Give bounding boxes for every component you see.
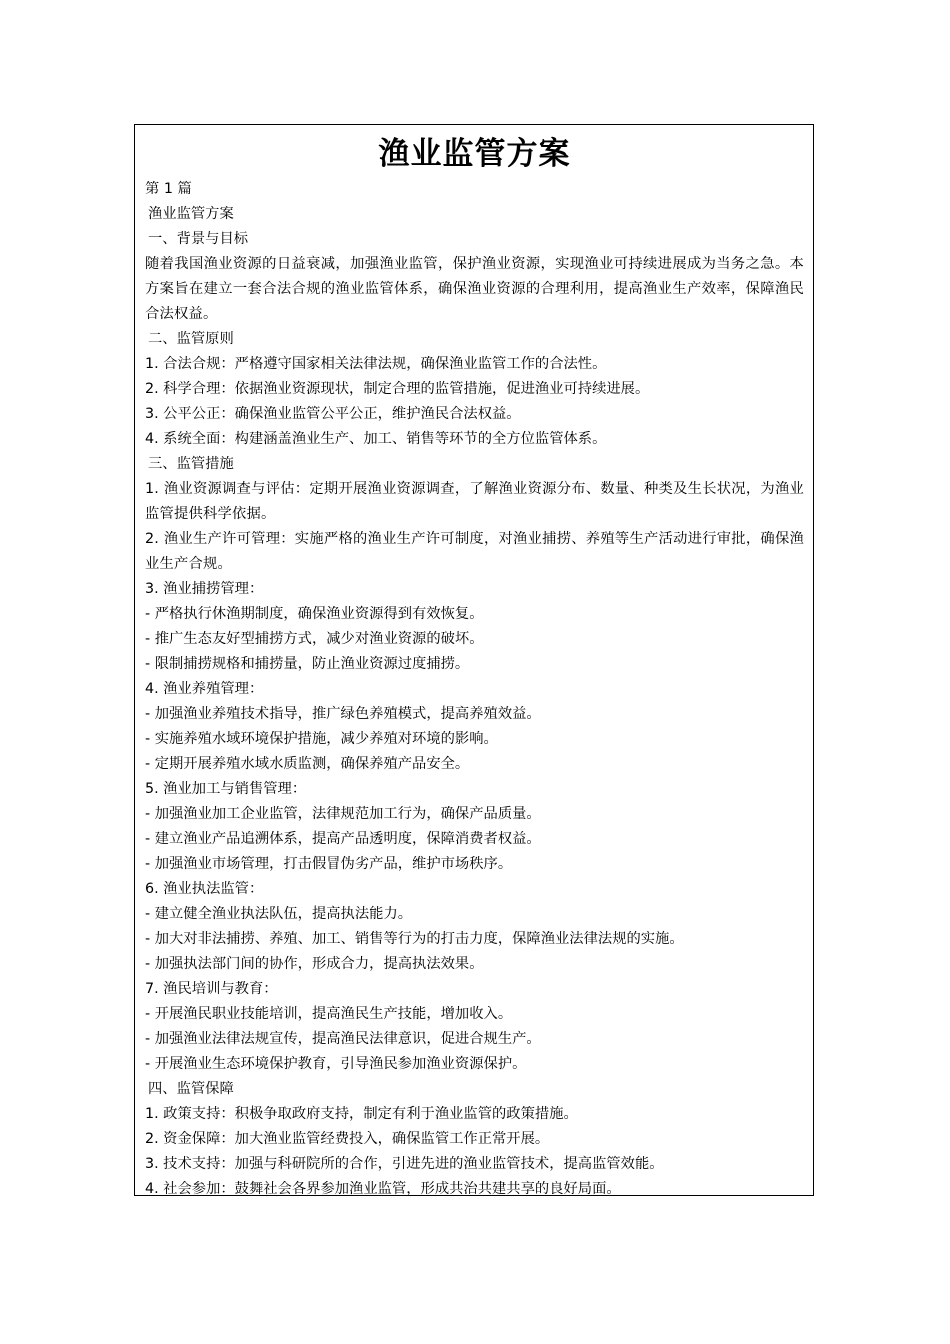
document-frame (134, 124, 814, 1196)
document-line: - 加强渔业市场管理，打击假冒伪劣产品，维护市场秩序。 (145, 856, 513, 872)
document-line: 第 1 篇 (145, 181, 192, 197)
document-line: 2. 资金保障：加大渔业监管经费投入，确保监管工作正常开展。 (145, 1131, 550, 1147)
document-line: 3. 公平公正：确保渔业监管公平公正，维护渔民合法权益。 (145, 406, 521, 422)
document-line: - 实施养殖水域环境保护措施，减少养殖对环境的影响。 (145, 731, 498, 747)
document-line: 7. 渔民培训与教育： (145, 981, 278, 997)
document-line: - 加大对非法捕捞、养殖、加工、销售等行为的打击力度，保障渔业法律法规的实施。 (145, 931, 684, 947)
document-line: 4. 社会参加：鼓舞社会各界参加渔业监管，形成共治共建共享的良好局面。 (145, 1181, 621, 1197)
document-line: 1. 合法合规：严格遵守国家相关法律法规，确保渔业监管工作的合法性。 (145, 356, 607, 372)
document-line: - 限制捕捞规格和捕捞量，防止渔业资源过度捕捞。 (145, 656, 470, 672)
document-line: 6. 渔业执法监管： (145, 881, 264, 897)
document-line: 3. 渔业捕捞管理： (145, 581, 264, 597)
document-title: 渔业监管方案 (378, 136, 571, 172)
document-line: - 开展渔业生态环境保护教育，引导渔民参加渔业资源保护。 (145, 1056, 527, 1072)
document-line: - 加强执法部门间的协作，形成合力，提高执法效果。 (145, 956, 484, 972)
document-line: 5. 渔业加工与销售管理： (145, 781, 307, 797)
document-line: 一、背景与目标 (148, 231, 249, 247)
document-line: - 严格执行休渔期制度，确保渔业资源得到有效恢复。 (145, 606, 484, 622)
document-line: - 推广生态友好型捕捞方式，减少对渔业资源的破坏。 (145, 631, 484, 647)
document-line: 4. 系统全面：构建涵盖渔业生产、加工、销售等环节的全方位监管体系。 (145, 431, 607, 447)
document-paragraph: 1. 渔业资源调查与评估：定期开展渔业资源调查，了解渔业资源分布、数量、种类及生长状况，为渔业监管提供科学依据。 (145, 481, 804, 522)
document-line: 二、监管原则 (148, 331, 234, 347)
document-line: - 加强渔业法律法规宣传，提高渔民法律意识，促进合规生产。 (145, 1031, 541, 1047)
document-line: 4. 渔业养殖管理： (145, 681, 264, 697)
document-paragraph: 2. 渔业生产许可管理：实施严格的渔业生产许可制度，对渔业捕捞、养殖等生产活动进行审批，确保渔业生产合规。 (145, 531, 804, 572)
document-line: - 加强渔业加工企业监管，法律规范加工行为，确保产品质量。 (145, 806, 541, 822)
document-line: 3. 技术支持：加强与科研院所的合作，引进先进的渔业监管技术，提高监管效能。 (145, 1156, 664, 1172)
document-line: 渔业监管方案 (148, 206, 234, 222)
document-line: 1. 政策支持：积极争取政府支持，制定有利于渔业监管的政策措施。 (145, 1106, 578, 1122)
document-line: 三、监管措施 (148, 456, 234, 472)
document-line: 2. 科学合理：依据渔业资源现状，制定合理的监管措施，促进渔业可持续进展。 (145, 381, 650, 397)
document-line: - 定期开展养殖水域水质监测，确保养殖产品安全。 (145, 756, 470, 772)
document-line: - 加强渔业养殖技术指导，推广绿色养殖模式，提高养殖效益。 (145, 706, 541, 722)
document-line: 四、监管保障 (148, 1081, 234, 1097)
document-body (145, 177, 804, 1202)
document-line: - 建立渔业产品追溯体系，提高产品透明度，保障消费者权益。 (145, 831, 541, 847)
document-line: - 开展渔民职业技能培训，提高渔民生产技能，增加收入。 (145, 1006, 513, 1022)
document-paragraph: 随着我国渔业资源的日益衰减，加强渔业监管，保护渔业资源，实现渔业可持续进展成为当务之急。本方案旨在建立一套合法合规的渔业监管体系，确保渔业资源的合理利用，提高渔业生产效率，保障渔民合法权益。 (145, 256, 804, 322)
document-line: - 建立健全渔业执法队伍，提高执法能力。 (145, 906, 413, 922)
